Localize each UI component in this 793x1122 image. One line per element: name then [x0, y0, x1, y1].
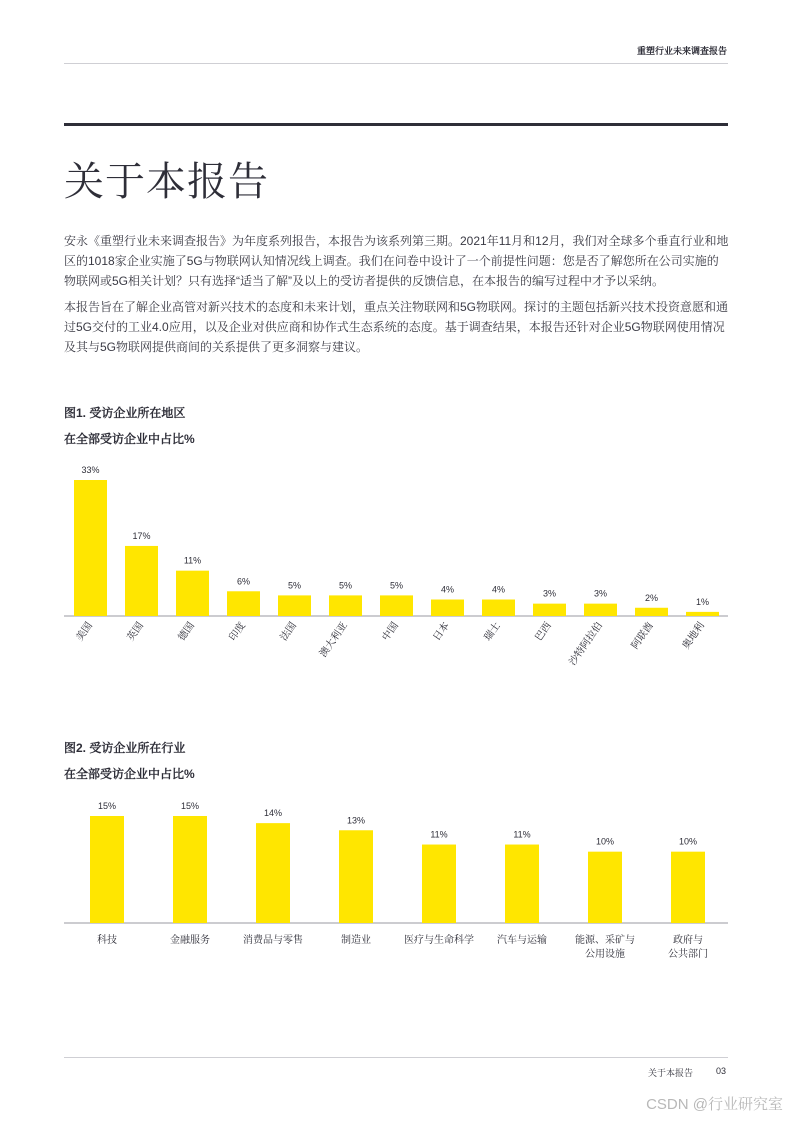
figure-2-value-label: 15%	[97, 801, 117, 811]
figure-1-category-label: 澳大利亚	[318, 620, 350, 660]
figure-1-bar	[431, 600, 464, 616]
figure-2-category-label: 医疗与生命科学	[404, 935, 474, 946]
figure-1-category-label: 法国	[278, 620, 299, 644]
figure-2-chart	[64, 790, 730, 980]
header-title: 重塑行业未来调查报告	[636, 46, 727, 56]
figure-1-category-label: 德国	[176, 620, 197, 644]
figure-1-category-label: 奥地利	[680, 620, 707, 652]
figure-1-category-label: 美国	[74, 620, 95, 644]
figure-1-category-label: 日本	[431, 620, 452, 644]
watermark: CSDN @行业研究室	[646, 1096, 783, 1113]
footer-divider	[64, 1057, 728, 1058]
figure-1-subtitle: 在全部受访企业中占比%	[64, 432, 195, 446]
figure-1-category-label: 瑞士	[482, 620, 503, 644]
figure-1-bar	[74, 480, 107, 616]
figure-2-bar	[588, 852, 622, 923]
figure-1-category-label: 阿联酋	[629, 620, 656, 652]
figure-2-bar	[671, 852, 705, 923]
figure-1-chart	[64, 455, 730, 715]
figure-1-value-label: 4%	[491, 584, 506, 595]
figure-1-category-label: 巴西	[533, 620, 554, 644]
figure-1-bar	[482, 600, 515, 616]
intro-paragraph-2: 本报告旨在了解企业高管对新兴技术的态度和未来计划，重点关注物联网和5G物联网。探讨的主题包括新兴技术投资意愿和通过5G交付的工业4.0应用，以及企业对供应商和协作式生态系统的态度。基于调查结果，本报告还针对企业5G物联网使用情况及其与5G物联网提供商间的关系提供了更多洞察与建议。	[64, 300, 729, 354]
figure-1-bar	[635, 608, 668, 616]
figure-2-bar	[422, 845, 456, 923]
figure-2-value-label: 13%	[346, 815, 366, 826]
figure-2-category-label: 金融服务	[170, 935, 210, 946]
figure-2-subtitle: 在全部受访企业中占比%	[64, 767, 195, 781]
figure-2-bar	[173, 816, 207, 923]
figure-1-category-label: 沙特阿拉伯	[567, 620, 605, 668]
figure-2-category-label: 能源、采矿与公用设施	[575, 935, 635, 960]
figure-2-category-label: 消费品与零售	[243, 935, 303, 946]
figure-2-value-label: 15%	[180, 801, 200, 811]
figure-1-value-label: 2%	[644, 592, 659, 603]
figure-1-bar	[227, 591, 260, 616]
figure-2-value-label: 11%	[430, 829, 448, 840]
header-divider	[64, 63, 728, 64]
figure-1-value-label: 33%	[81, 465, 100, 475]
figure-2-category-label: 政府与公共部门	[668, 935, 708, 960]
figure-2-category-label: 汽车与运输	[497, 935, 547, 946]
figure-2-value-label: 11%	[513, 829, 531, 840]
figure-2-value-label: 10%	[595, 836, 615, 847]
figure-1-value-label: 5%	[287, 580, 302, 591]
figure-1-value-label: 6%	[236, 576, 251, 587]
figure-2-bar	[339, 830, 373, 923]
figure-2-bar	[90, 816, 124, 923]
title-divider	[64, 123, 728, 126]
figure-2-category-label: 科技	[97, 935, 117, 946]
figure-1-value-label: 1%	[695, 596, 710, 607]
figure-1-value-label: 17%	[132, 530, 151, 541]
figure-1-value-label: 3%	[542, 588, 557, 599]
figure-1-value-label: 5%	[389, 580, 404, 591]
page-number: 03	[716, 1066, 727, 1076]
figure-2-value-label: 10%	[678, 836, 698, 847]
figure-2-bar	[256, 823, 290, 923]
page-title: 关于本报告	[64, 160, 269, 204]
figure-2-bar	[505, 845, 539, 923]
figure-1-bar	[125, 546, 158, 616]
figure-2-category-label: 制造业	[341, 935, 371, 946]
footer-section: 关于本报告	[648, 1068, 694, 1078]
figure-1-category-label: 英国	[125, 620, 146, 644]
figure-1-value-label: 3%	[593, 588, 608, 599]
figure-1-value-label: 5%	[338, 580, 353, 591]
figure-1-category-label: 印度	[227, 620, 248, 644]
figure-1-bar	[380, 595, 413, 616]
figure-1-title: 图1. 受访企业所在地区	[64, 406, 186, 420]
figure-1-value-label: 11%	[183, 555, 202, 566]
figure-2-value-label: 14%	[263, 808, 283, 819]
figure-1-value-label: 4%	[440, 584, 455, 595]
figure-1-bar	[176, 571, 209, 616]
figure-1-bar	[278, 595, 311, 616]
figure-1-bar	[584, 604, 617, 616]
figure-1-category-label: 中国	[380, 620, 401, 644]
figure-2-title: 图2. 受访企业所在行业	[64, 741, 186, 755]
intro-paragraph-1: 安永《重塑行业未来调查报告》为年度系列报告，本报告为该系列第三期。2021年11月和12月，我们对全球多个垂直行业和地区的1018家企业实施了5G与物联网认知情况线上调查。我们在问卷中设计了一个前提性问题：您是否了解您所在公司实施的物联网或5G相关计划？只有选择“适当了解”及以上的受访者提供的反馈信息，在本报告的编写过程中才予以采纳。	[64, 234, 729, 288]
figure-1-bar	[533, 604, 566, 616]
figure-1-bar	[329, 595, 362, 616]
figure-1-bar	[686, 612, 719, 616]
intro-text	[64, 231, 730, 363]
